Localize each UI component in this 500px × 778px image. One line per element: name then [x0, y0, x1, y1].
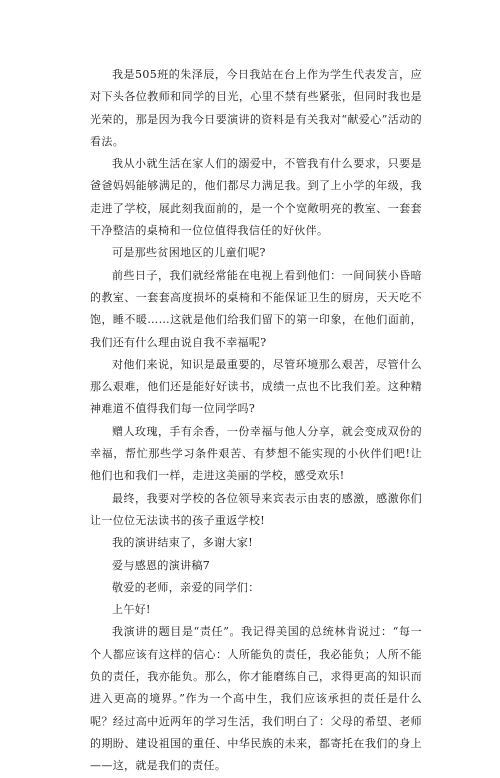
paragraph-tv-report: 前些日子，我们就经常能在电视上看到他们：一间间狭小昏暗的教室、一套套高度损坏的桌椅和不能保证卫生的厨房，天天吃不饱，睡不暖……这就是他们给我们留下的第一印象，在他们面前，我们还有什么理由说自我不幸福呢? — [90, 268, 422, 349]
paragraph-question-poor-children: 可是那些贫困地区的儿童们呢? — [112, 246, 266, 260]
paragraph-thanks-leaders: 最终，我要对学校的各位领导来宾表示由衷的感激，感激你们让一位位无法读书的孩子重返学校! — [90, 491, 422, 527]
paragraph-childhood: 我从小就生活在家人们的溺爱中，不管我有什么要求，只要是爸爸妈妈能够满足的，他们都尽力满足我。到了上小学的年级，我走进了学校，展此刻我面前的，是一个个宽敞明亮的教室、一套套干净整洁的桌椅和一位位值得我信任的好伙伴。 — [90, 157, 422, 238]
paragraph-greeting: 上午好! — [112, 603, 151, 617]
paragraph-responsibility: 我演讲的题目是“责任”。我记得美国的总统林肯说过：“每一个人都应该有这样的信心：人所能负的责任，我必能负；人所不能负的责任，我亦能负。那么，你才能磨练自己，求得更高的知识而进入更高的境界。”作为一个高中生，我们应该承担的责任是什么呢？经过高中近两年的学习生活，我们明白了：父母的希望、老师的期盼、建设祖国的重任、中华民族的未来，都寄托在我们的身上——这，就是我们的责任。 — [90, 625, 422, 773]
paragraph-salutation: 敬爱的老师，亲爱的同学们： — [112, 580, 260, 594]
section-heading: 爱与感恩的演讲稿7 — [112, 558, 211, 572]
paragraph-roses: 赠人玫瑰，手有余香，一份幸福与他人分享，就会变成双份的幸福，帮忙那些学习条件艰苦、有梦想不能实现的小伙伴们吧!让他们也和我们一样，走进这美丽的学校，感受欢乐! — [90, 424, 422, 483]
paragraph-knowledge: 对他们来说，知识是最重要的，尽管环境那么艰苦，尽管什么那么艰难，他们还是能好好读书，成绩一点也不比我们差。这种精神难道不值得我们每一位同学吗? — [90, 357, 422, 416]
document-body — [90, 64, 422, 778]
paragraph-closing: 我的演讲结束了，多谢大家! — [112, 536, 253, 550]
paragraph-intro: 我是505班的朱泽辰，今日我站在台上作为学生代表发言，应对下头各位教师和同学的目光，心里不禁有些紧张，但同时我也是光荣的，那是因为我今日要演讲的资料是有关我对“献爱心”活动的看法。 — [90, 68, 422, 148]
